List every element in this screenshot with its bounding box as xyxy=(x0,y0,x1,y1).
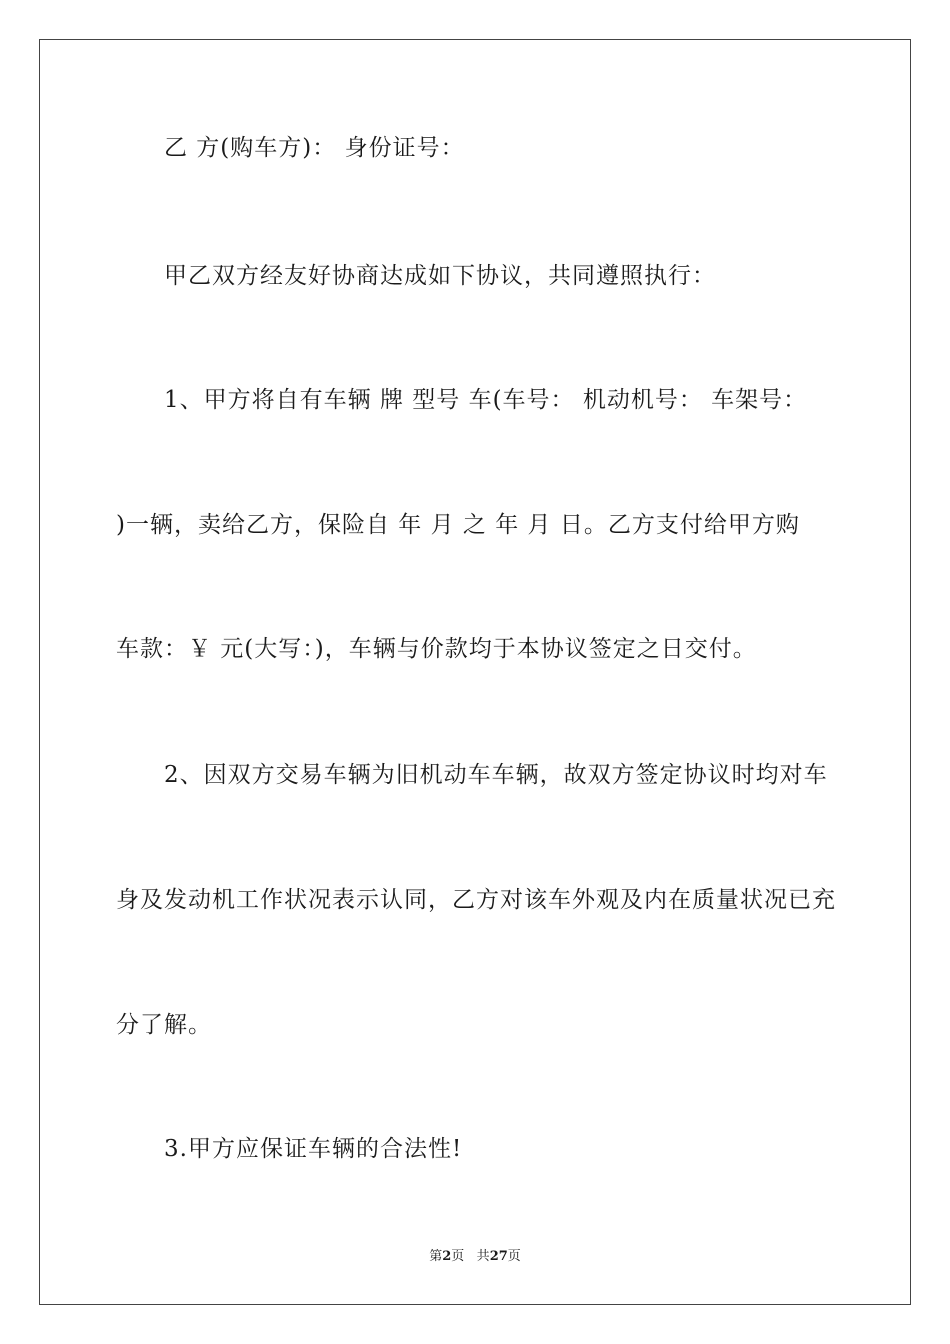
paragraph-party-b: 乙 方(购车方)： 身份证号： xyxy=(164,135,465,161)
page-number: 2 xyxy=(442,1249,452,1264)
total-prefix: 共 xyxy=(476,1249,490,1264)
page-footer xyxy=(0,1249,950,1265)
clause-1-line-1: 1、甲方将自有车辆 牌 型号 车(车号： 机动机号： 车架号： xyxy=(164,387,808,413)
page-prefix: 第 xyxy=(429,1249,443,1264)
page-border xyxy=(39,39,911,1305)
clause-2-line-2: 身及发动机工作状况表示认同，乙方对该车外观及内在质量状况已充 xyxy=(116,887,836,913)
total-suffix: 页 xyxy=(507,1249,521,1264)
clause-2-line-1: 2、因双方交易车辆为旧机动车车辆，故双方签定协议时均对车 xyxy=(164,762,828,788)
paragraph-agreement-intro: 甲乙双方经友好协商达成如下协议，共同遵照执行： xyxy=(164,263,716,289)
page-suffix: 页 xyxy=(451,1249,465,1264)
clause-1-line-2: )一辆，卖给乙方，保险自 年 月 之 年 月 日。乙方支付给甲方购 xyxy=(116,512,800,538)
clause-2-line-3: 分了解。 xyxy=(116,1012,212,1038)
clause-1-line-3: 车款：￥ 元(大写：)，车辆与价款均于本协议签定之日交付。 xyxy=(116,636,757,662)
clause-3: 3.甲方应保证车辆的合法性! xyxy=(164,1136,463,1162)
total-pages: 27 xyxy=(489,1249,508,1264)
